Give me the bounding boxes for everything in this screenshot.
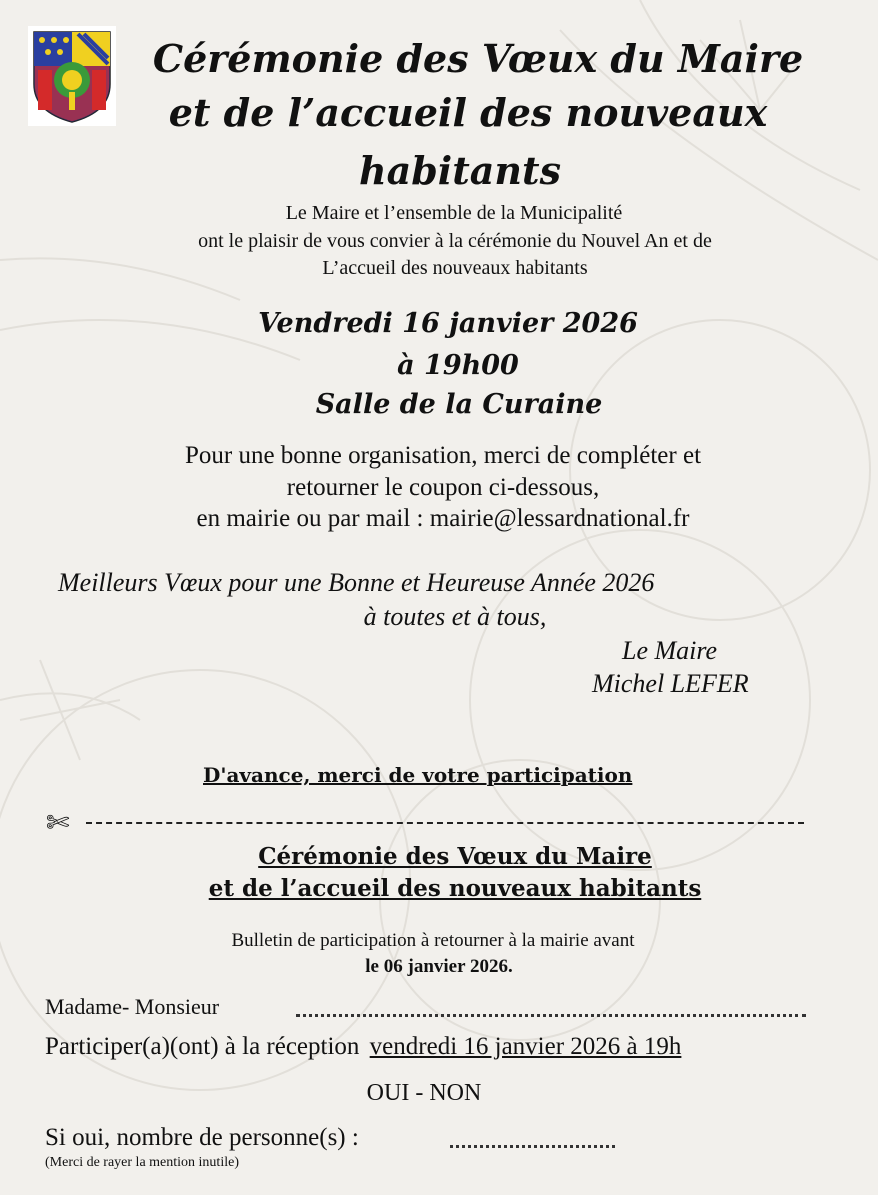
signature-name: Michel LEFER [592,669,749,698]
instructions-line1: Pour une bonne organisation, merci de compléter et [184,442,702,469]
wishes-line2: à toutes et à tous, [363,602,547,631]
participate-label [45,1033,681,1061]
coupon-note: (Merci de rayer la mention inutile) [45,1155,239,1170]
scissors-icon: ✄ [46,806,70,839]
instructions-line3: en mairie ou par mail : mairie@lessardnational.fr [196,505,690,532]
municipal-crest-logo [28,26,116,126]
thanks-note: D'avance, merci de votre participation [203,763,633,787]
name-input-line[interactable] [296,1014,806,1017]
participate-date: vendredi 16 janvier 2026 à 19h [369,1033,682,1060]
signature-role: Le Maire [622,636,718,665]
coupon-title-line2: et de l’accueil des nouveaux habitants [208,875,702,902]
participate-text: Participer(a)(ont) à la réception [45,1033,360,1060]
event-date: Vendredi 16 janvier 2026 [258,308,638,339]
count-label: Si oui, nombre de personne(s) : [45,1124,359,1151]
wishes-line1: Meilleurs Vœux pour une Bonne et Heureuse Année 2026 [58,568,655,597]
event-time: à 19h00 [397,350,519,381]
coupon-title-line1: Cérémonie des Vœux du Maire [258,843,652,870]
page-title-line3: habitants [358,148,561,193]
name-label: Madame- Monsieur [45,994,220,1019]
instructions-line2: retourner le coupon ci-dessous, [286,474,600,501]
bulletin-line2: le 06 janvier 2026. [365,956,513,977]
bulletin-line1: Bulletin de participation à retourner à la mairie avant [231,930,635,951]
event-venue: Salle de la Curaine [315,389,603,420]
page-title-line1: Cérémonie des Vœux du Maire [152,36,804,81]
page-title-line2: et de l’accueil des nouveaux [168,90,768,135]
intro-line3: L’accueil des nouveaux habitants [322,257,588,279]
cut-line [86,822,804,824]
count-input-line[interactable] [450,1145,615,1148]
intro-line2: ont le plaisir de vous convier à la cérémonie du Nouvel An et de [198,230,712,252]
intro-line1: Le Maire et l’ensemble de la Municipalité [285,202,623,224]
yes-no-option[interactable]: OUI - NON [366,1080,482,1106]
